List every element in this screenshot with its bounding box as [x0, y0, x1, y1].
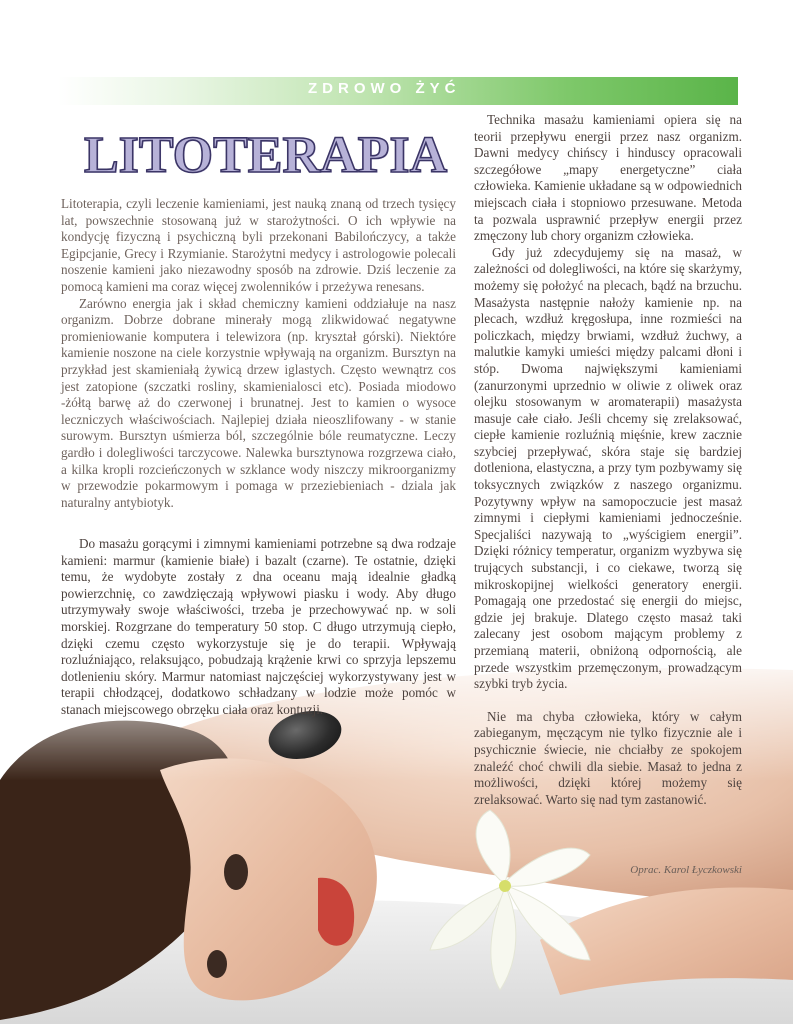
- author-signature: Oprac. Karol Łyczkowski: [630, 864, 742, 876]
- paragraph: Litoterapia, czyli leczenie kamieniami, jest nauką znaną od trzech tysięcy lat, powszechnie stosowaną już w starożytności. O ich wpływie na kondycję fizyczną i psychiczną byli przekonani Babilończycy, a także Egipcjanie, Grecy i Rzymianie. Starożytni medycy i astrologowie polecali noszenie kamieni jako niezawodny sposób na zdrowie. Dziś leczenie za pomocą kamieni ma coraz więcej zwolenników i przeżywa renesans.: [61, 196, 456, 294]
- paragraph: Gdy już zdecydujemy się na masaż, w zależności od dolegliwości, na które się skarżymy, możemy się położyć na plecach, bądź na brzuchu. Masażysta następnie nałoży kamienie np. na plecach, wzdłuż kręgosłupa, inne rozmieści na policzkach, między brwiami, wzdłuż żuchwy, a malutkie kamyki umieści między palcami dłoni i stóp. Dwoma największymi kamieniami (zanurzonymi uprzednio w oliwie z oliwek oraz olejku stosowanym w aromaterapii) masażysta masuje całe ciało. Jeśli chcemy się zrelaksować, ciepłe kamienie rozluźnią mięśnie, krew zacznie szybciej przepływać, skóra staje się bardziej dotleniona, elastyczna, a przy tym pozbywamy się toksycznych związków z naszego organizmu. Pozytywny wpływ na samopoczucie jest masaż zimnymi i ciepłymi kamieniami jednocześnie. Specjaliści nazywają to „wyścigiem energii”. Dzięki różnicy temperatur, organizm wyzbywa się trujących substancji, i co ciekawe, tworzą się mikroskopijnej wielkości generatory energii. Pomagają one przedostać się energii do miejsc, gdzie jej brakuje. Dlatego często masaż taki zalecany jest osobom mającym problemy z przemianą materii, obniżoną odpornością, ale przede wszystkim przemęczonym, prowadzącym szybki tryb życia.: [474, 244, 742, 692]
- left-column-top: [61, 196, 456, 511]
- paragraph: Technika masażu kamieniami opiera się na teorii przepływu energii przez nasz organizm. Dawni medycy chińscy i hinduscy opracowali szczegółowe „mapy energetyczne” ciała człowieka. Kamienie układane są w odpowiednich miejscach ciała i stopniowo przesuwane. Metoda ta pozwala usprawnić przepływ energii przez zmęczony lub chory organizm człowieka.: [474, 112, 742, 244]
- paragraph: Zarówno energia jak i skład chemiczny kamieni oddziałuje na nasz organizm. Dobrze dobrane minerały mogą zlikwidować negatywne promieniowanie komputera i telewizora (np. kryształ górski). Niektóre kamienie noszone na ciele korzystnie wpływają na organizm. Bursztyn na przykład jest skamieniałą żywicą drzew iglastych. Często wewnątrz cos jest zatopione (szczatki rosliny, skamienialosci etc). Posiada miodowo -żółtą barwę aż do czerwonej i brunatnej. Jest to kamien o wysoce leczniczych właściwościach. Najlepiej działa nieoszlifowany - w stanie surowym. Bursztyn uśmierza ból, szczególnie bóle reumatyczne. Leczy gardło i dolegliwości tarczycowe. Nalewka bursztynowa rozgrzewa ciało, a kilka kropli rozcieńczonych w szklance wody niszczy mikroorganizmy w przewodzie pokarmowym i pomaga w przeziebieniach - dziala jak naturalny antybiotyk.: [61, 295, 456, 510]
- paragraph: Nie ma chyba człowieka, który w całym zabieganym, męczącym nie tylko fizycznie ale i psychicznie świecie, nie chciałby ze spokojem znaleźć choć chwili dla siebie. Masaż to jedna z możliwości, dzięki której możemy się zrelaksować. Warto się nad tym zastanowić.: [474, 708, 742, 807]
- right-column: [474, 112, 742, 808]
- article-title: LITOTERAPIA: [84, 127, 448, 184]
- paragraph: Do masażu gorącymi i zimnymi kamieniami potrzebne są dwa rodzaje kamieni: marmur (kamienie białe) i bazalt (czarne). Te ostatnie, dzięki temu, że wydobyte zostały z dna oceanu mają idealnie gładką powierzchnię, co zawdzięczają wpływowi piasku i wody. Aby długo utrzymywały swoje właściwości, trzeba je przechowywać np. w soli morskiej. Rozgrzane do temperatury 50 stop. C długo utrzymują ciepło, dzięki czemu często wykorzystuje się je do terapii. Wpływają rozluźniająco, relaksująco, pobudzają krążenie krwi co sprzyja lepszemu dotlenieniu skóry. Marmur natomiast najczęściej wykorzystywany jest w terapii chłodzącej, dodatkowo schładzany w lodzie może pomóc w stanach miejscowego obrzęku ciała oraz kontuzji.: [61, 536, 456, 717]
- section-label: ZDROWO ŻYĆ: [308, 80, 461, 97]
- left-column-bottom: [61, 536, 456, 719]
